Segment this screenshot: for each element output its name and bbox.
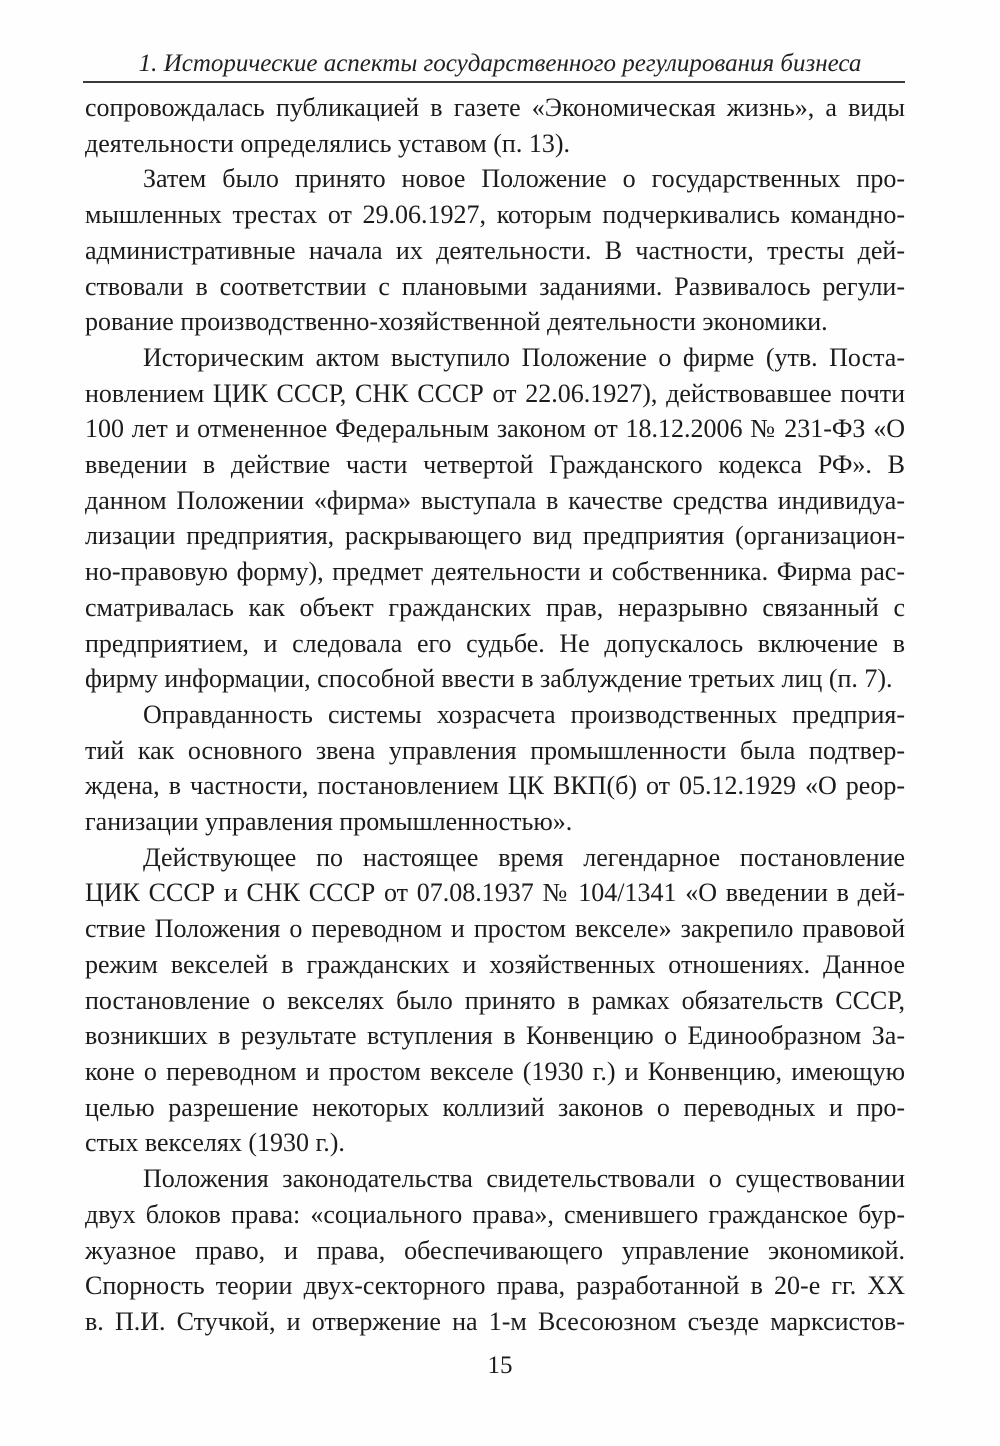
text-line: тий как основного звена управления промышленности была подтвер- (85, 735, 905, 765)
text-line: введении в действие части четвертой Гражданского кодекса РФ». В (85, 450, 905, 480)
paragraph (85, 1161, 905, 1340)
text-line: ждена, в частности, постановлением ЦК ВКП(б) от 05.12.1929 «О реор- (85, 771, 905, 801)
text-line: жуазное право, и права, обеспечивающего управление экономикой. (85, 1235, 905, 1265)
text-line: ганизации управления промышленностью». (85, 807, 573, 837)
text-line: возникших в результате вступления в Конвенцию о Единообразном За- (85, 1021, 905, 1051)
text-line: постановление о векселях было принято в рамках обязательств СССР, (85, 985, 905, 1015)
text-line: ствовали в соответствии с плановыми заданиями. Развивалось регули- (85, 271, 905, 301)
text-line: мышленных трестах от 29.06.1927, которым подчеркивались командно- (85, 200, 905, 230)
paragraph (85, 840, 905, 1161)
text-line: Затем было принято новое Положение о государственных про- (143, 164, 905, 194)
text-line: рование производственно-хозяйственной деятельности экономики. (85, 307, 828, 337)
body-text (85, 90, 905, 1340)
text-line: фирму информации, способной ввести в заблуждение третьих лиц (п. 7). (85, 664, 893, 694)
text-line: Оправданность системы хозрасчета производственных предприя- (143, 699, 905, 729)
page-number: 15 (487, 1352, 513, 1379)
text-line: сопровождалась публикацией в газете «Экономическая жизнь», а виды (85, 93, 905, 122)
text-line: коне о переводном и простом векселе (1930 г.) и Конвенцию, имеющую (85, 1056, 905, 1086)
text-line: режим векселей в гражданских и хозяйственных отношениях. Данное (85, 949, 905, 979)
text-line: новлением ЦИК СССР, СНК СССР от 22.06.1927), действовавшее почти (85, 378, 905, 408)
running-header-title: 1. Исторические аспекты государственного регулирования бизнеса (138, 50, 862, 77)
paragraph (85, 90, 905, 161)
text-line: Историческим актом выступило Положение о фирме (утв. Поста- (143, 342, 905, 372)
text-line: двух блоков права: «социального права», сменившего гражданское бур- (85, 1199, 905, 1229)
text-line: Положения законодательства свидетельствовали о существовании (143, 1164, 905, 1194)
text-line: Спорность теории двух-секторного права, разработанной в 20-е гг. XX (85, 1271, 905, 1301)
paragraph (85, 161, 905, 340)
text-line: ствие Положения о переводном и простом векселе» закрепило правовой (85, 914, 905, 944)
text-line: административные начала их деятельности. В частности, тресты дей- (85, 235, 905, 265)
text-line: Действующее по настоящее время легендарное постановление (143, 842, 905, 872)
text-line: ЦИК СССР и СНК СССР от 07.08.1937 № 104/1341 «О введении в дей- (85, 878, 905, 908)
text-line: но-правовую форму), предмет деятельности и собственника. Фирма рас- (85, 557, 905, 587)
paragraph (85, 340, 905, 697)
header-rule (83, 81, 905, 83)
text-line: предприятием, и следовала его судьбе. Не допускалось включение в (85, 628, 905, 658)
text-line: 100 лет и отмененное Федеральным законом от 18.12.2006 № 231-ФЗ «О (85, 414, 905, 444)
text-line: сматривалась как объект гражданских прав, неразрывно связанный с (85, 592, 905, 622)
text-line: в. П.И. Стучкой, и отвержение на 1-м Всесоюзном съезде марксистов- (85, 1306, 905, 1336)
text-line: данном Положении «фирма» выступала в качестве средства индивидуа- (85, 485, 905, 515)
text-line: деятельности определялись уставом (п. 13). (85, 128, 570, 158)
text-line: лизации предприятия, раскрывающего вид предприятия (организацион- (85, 521, 905, 551)
text-line: стых векселях (1930 г.). (85, 1128, 345, 1158)
paragraph (85, 697, 905, 840)
text-line: целью разрешение некоторых коллизий законов о переводных и про- (85, 1092, 905, 1122)
